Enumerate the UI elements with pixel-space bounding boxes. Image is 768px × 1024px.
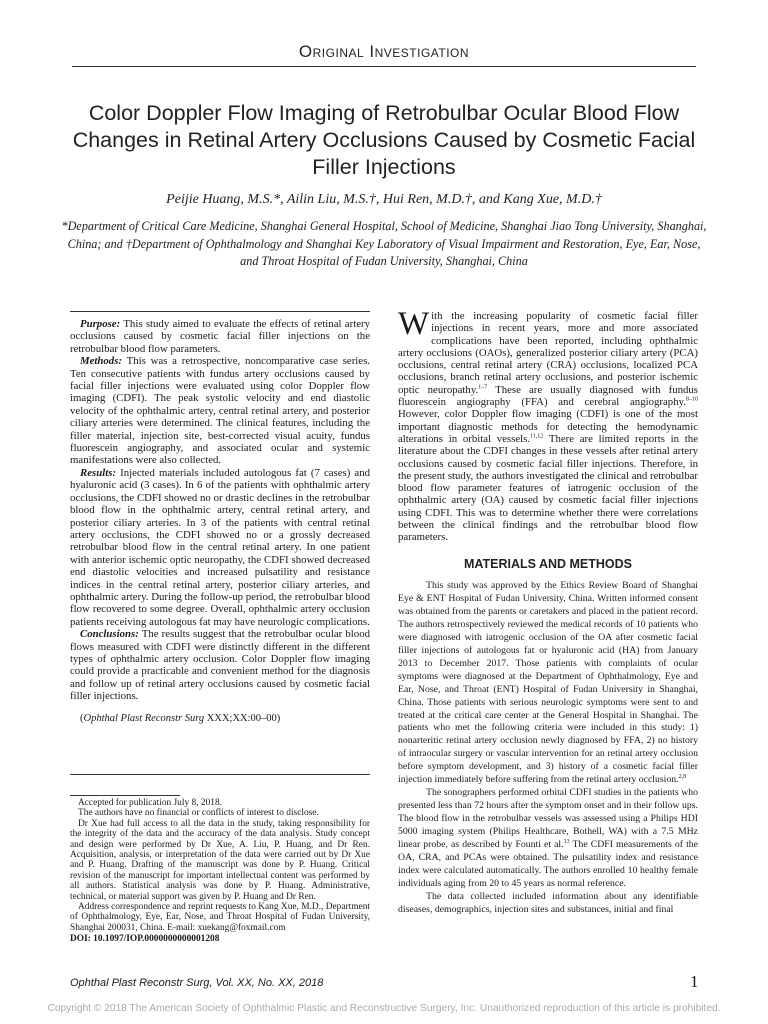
methods-paragraph-3: The data collected included information about any identifiable diseases, demographics, injection sites and substances, initial and final: [398, 890, 698, 915]
doi: DOI: 10.1097/IOP.0000000000001208: [70, 934, 220, 945]
intro-text-c: However, color Doppler flow imaging (CDFI) is one of the most important diagnostic methods for detecting the hemodynamic alterations in orbital vessels.: [398, 408, 698, 445]
drop-cap: W: [398, 306, 430, 342]
abstract-purpose: [70, 318, 370, 355]
page-number: 1: [690, 972, 699, 991]
citation-open: (: [80, 712, 84, 724]
intro-text-d: There are limited reports in the literature about the CDFI changes in these vessels after retinal artery occlusions caused by cosmetic facial filler injections. Therefore, in the present study, the authors investigated the clinical and retrobulbar blood flow parameter features of iatrogenic occlusion of the ophthalmic artery (OA) caused by cosmetic facial filler injections using CDFI. This was to determine whether there were correlations between the clinical findings and the retrobulbar blood flow parameters.: [398, 432, 699, 544]
abstract-conclusions: [70, 628, 370, 702]
methods-p2-text-b: The CDFI measurements of the OA, CRA, and PCAs were obtained. The pulsatility index and resistance index were calculated automatically. The authors enrolled 10 healthy female individuals aging from 20 to 45 years as normal reference.: [398, 839, 698, 889]
abstract-rule-bottom: [70, 774, 370, 775]
author-list: Peijie Huang, M.S.*, Ailin Liu, M.S.†, Hui Ren, M.D.†, and Kang Xue, M.D.†: [166, 192, 602, 207]
ref-sup: 13: [563, 838, 570, 845]
article-title: Color Doppler Flow Imaging of Retrobulbar Ocular Blood Flow Changes in Retinal Artery Occlusions Caused by Cosmetic Facial Filler Injections: [72, 101, 696, 179]
ref-sup: 8–10: [686, 396, 698, 403]
abstract-results: [70, 467, 370, 628]
results-text: Injected materials included autologous fat (7 cases) and hyaluronic acid (3 cases). In 6 of the patients with ophthalmic artery occlusions, the CDFI showed no or drastic declines in the retrobulbar blood flow in the ophthalmic artery, central retinal artery, and posterior ciliary arteries. In 3 of the patients with central retinal artery occlusions, the CDFI showed no or a grossly decreased retrobulbar blood flow in the central retinal artery. In one patient with anterior ischemic optic neuropathy, the CDFI showed decreased end diastolic velocities and increased pulsatility and resistance indices in the central retinal artery, posterior ciliary arteries, and ophthalmic artery. During the follow-up period, the retrobulbar blood flow recovered to some degree. Overall, ophthalmic artery occlusion patients receiving autologous fat may have neurologic complications.: [70, 466, 370, 628]
copyright-notice: Copyright © 2018 The American Society of Ophthalmic Plastic and Reconstructive Surgery, Inc. Unauthorized reproduction of this article is prohibited.: [47, 1003, 721, 1014]
methods-text: This was a retrospective, noncomparative case series. Ten consecutive patients with fundus artery occlusions caused by facial filler injections were evaluated using color Doppler flow imaging (CDFI). The peak systolic velocity and end diastolic velocity of the ophthalmic artery, central retinal artery, and posterior ciliary arteries were determined. The clinical features, including the filler material, injection site, best-corrected visual acuity, fundus fluorescein angiography, and associated ocular and systemic manifestations were also collected.: [70, 355, 370, 467]
purpose-label: Purpose:: [80, 318, 121, 330]
ref-sup: 1–7: [478, 384, 488, 391]
abstract-rule-top: [70, 311, 370, 312]
methods-body: [398, 580, 698, 917]
footnote-rule: [70, 795, 180, 796]
methods-p2-text-a: The sonographers performed orbital CDFI studies in the patients who presented less than 72 hours after the symptom onset and in their follow ups. The blood flow in the retrobulbar vessels was assessed using a Philips HDI 5000 imaging system (Philips Healthcare, Bothell, WA) with a 7.5 MHz linear probe, as described by Founti et al.: [398, 787, 698, 851]
abstract-methods: [70, 355, 370, 467]
affiliations: *Department of Critical Care Medicine, Shanghai General Hospital, School of Medicine, Shanghai Jiao Tong University, Shanghai, China; and †Department of Ophthalmology and Shanghai Key Laboratory of Visual Impairment and Restoration, Eye, Ear, Nose, and Throat Hospital of Fudan University, Shanghai, China: [61, 219, 707, 268]
intro-paragraph: [398, 306, 699, 544]
conclusions-text: The results suggest that the retrobulbar ocular blood flows measured with CDFI were distinctly different in the different types of ophthalmic artery occlusion. Color Doppler flow imaging could provide a practicable and convenient method for the diagnosis and follow up of retinal artery occlusions caused by cosmetic facial filler injections.: [70, 628, 370, 703]
methods-paragraph-2: [398, 787, 698, 891]
purpose-text: This study aimed to evaluate the effects of retinal artery occlusions caused by cosmetic facial filler injections on the retrobulbar blood flow parameters.: [70, 318, 370, 355]
footnotes: [70, 798, 370, 945]
abstract-citation: [70, 713, 370, 725]
methods-paragraph-1: [398, 580, 698, 787]
ref-sup: 11,12: [530, 433, 544, 440]
introduction: [398, 306, 699, 544]
citation-rest: XXX;XX:00–00): [204, 712, 281, 724]
methods-p1-text: This study was approved by the Ethics Review Board of Shanghai Eye & ENT Hospital of Fudan University, China. Written informed consent was obtained from the parents or caretakers and placed in the patient record. The authors retrospectively reviewed the medical records of 10 patients who were diagnosed with iatrogenic occlusion of the OA after cosmetic facial filler injections of autologous fat or hyaluronic acid (HA) from January 2013 to December 2017. Those patients with complaints of ocular symptoms were diagnosed at the Department of Ophthalmology, Eye and Ear, Nose, and Throat (ENT) Hospital of Fudan University in Shanghai, China. Those patients with serious neurologic symptoms were sent to and treated at the critical care center at the General Hospital in Shanghai. The patients who met the following criteria were included in this study: 1) nonarteritic retinal artery occlusion newly diagnosed by FFA, 2) no history of intraocular surgery or vascular intervention for an retinal artery occlusion before symptom development, and 3) history of a cosmetic facial filler injection immediately before suffering from the retinal artery occlusion.: [398, 580, 698, 786]
footnote-coi: The authors have no financial or conflicts of interest to disclose.: [78, 808, 319, 819]
footnote-address: Address correspondence and reprint requests to Kang Xue, M.D., Department of Ophthalmology, Eye, Ear, Nose, and Throat Hospital of Fudan University, Shanghai 200031, China. E-mail: xuekang@foxmail.com: [70, 902, 370, 933]
citation-journal: Ophthal Plast Reconstr Surg: [83, 712, 205, 724]
methods-heading: MATERIALS AND METHODS: [463, 557, 633, 571]
methods-label: Methods:: [80, 355, 122, 368]
footer-journal: Ophthal Plast Reconstr Surg, Vol. XX, No. XX, 2018: [70, 977, 324, 989]
intro-text-a: ith the increasing popularity of cosmetic facial filler injections in recent years, more and more associated complications have been reported, including ophthalmic artery occlusions (OAOs), generalized posterior ciliary artery (PCA) occlusions, central retinal artery (CRA) occlusions, localized PCA occlusions, branch retinal artery occlusions, and posterior ischemic optic neuropathy.: [398, 310, 698, 396]
ref-sup: 2,8: [678, 774, 687, 781]
footnote-contributions: Dr Xue had full access to all the data in the study, taking responsibility for the integrity of the data and the accuracy of the data analysis. Study concept and design were performed by Dr Xue, A. Liu, P. Huang, and Dr Ren. Acquisition, analysis, or interpretation of the data were carried out by Dr Xue and P. Huang. Drafting of the manuscript was done by P. Huang. Critical revision of the manuscript for important intellectual content was performed by all authors. Statistical analysis was done by P. Huang. Administrative, technical, or material support was given by P. Huang and Dr Ren.: [70, 818, 370, 902]
intro-text-b: These are usually diagnosed with fundus fluorescein angiography (FFA) and cerebral angiography.: [398, 383, 698, 409]
results-label: Results:: [80, 466, 116, 479]
conclusions-label: Conclusions:: [80, 628, 139, 641]
abstract: [70, 318, 370, 725]
section-heading: Original Investigation: [298, 42, 470, 61]
header-rule: [72, 66, 696, 67]
footnote-accepted: Accepted for publication July 8, 2018.: [78, 798, 222, 808]
